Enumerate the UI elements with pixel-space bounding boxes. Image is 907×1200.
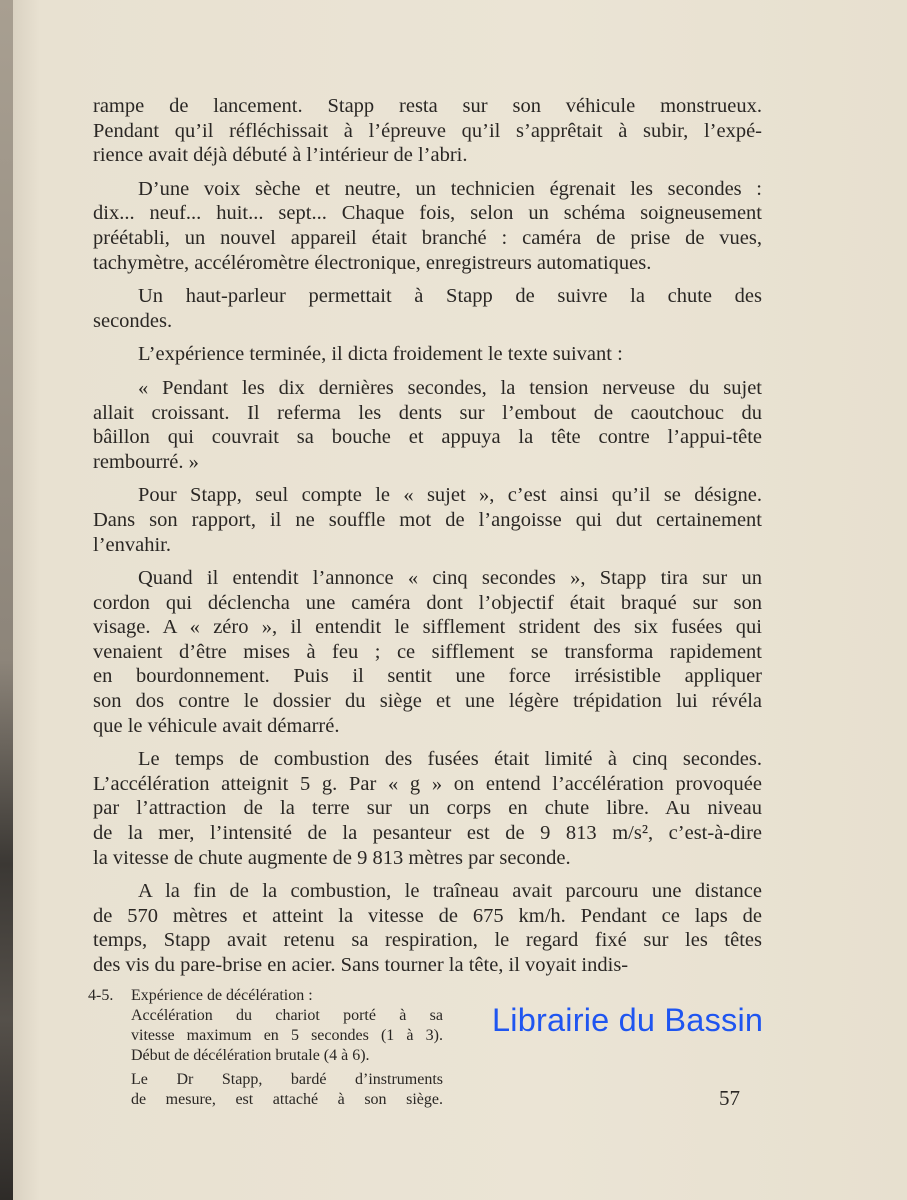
text-line: Pour Stapp, seul compte le « sujet », c’est ainsi qu’il se désigne. bbox=[138, 484, 762, 507]
text-line: que le véhicule avait démarré. bbox=[93, 714, 340, 737]
text-line: secondes. bbox=[93, 309, 173, 332]
caption-line: de mesure, est attaché à son siège. bbox=[131, 1091, 443, 1108]
text-line: Pendant qu’il réfléchissait à l’épreuve qu’il s’apprêtait à subir, l’expé- bbox=[93, 119, 762, 142]
text-line: des vis du pare-brise en acier. Sans tourner la tête, il voyait indis- bbox=[93, 954, 629, 976]
text-line: temps, Stapp avait retenu sa respiration, le regard fixé sur les têtes bbox=[93, 929, 762, 952]
bookseller-watermark: Librairie du Bassin bbox=[492, 1002, 764, 1038]
text-line: Quand il entendit l’annonce « cinq secondes », Stapp tira sur un bbox=[138, 567, 762, 590]
text-line: « Pendant les dix dernières secondes, la tension nerveuse du sujet bbox=[138, 376, 762, 399]
text-line: Un haut-parleur permettait à Stapp de suivre la chute des bbox=[138, 285, 762, 308]
text-line: visage. A « zéro », il entendit le sifflement strident des six fusées qui bbox=[93, 616, 762, 639]
text-line: de la mer, l’intensité de la pesanteur est de 9 813 m/s², c’est-à-dire bbox=[93, 822, 762, 845]
book-gutter bbox=[0, 0, 13, 1200]
text-line: L’expérience terminée, il dicta froidement le texte suivant : bbox=[138, 343, 623, 366]
text-line: venaient d’être mises à feu ; ce sifflement se transforma rapidement bbox=[93, 640, 762, 663]
text-line: tachymètre, accéléromètre électronique, enregistreurs automatiques. bbox=[93, 251, 652, 274]
paragraph bbox=[93, 94, 762, 168]
caption-number: 4-5. bbox=[88, 987, 114, 1004]
text-line: de 570 mètres et atteint la vitesse de 675 km/h. Pendant ce laps de bbox=[93, 904, 762, 927]
caption-line: Début de décélération brutale (4 à 6). bbox=[131, 1047, 370, 1064]
text-line: rampe de lancement. Stapp resta sur son véhicule monstrueux. bbox=[93, 95, 762, 117]
text-line: bâillon qui couvrait sa bouche et appuya la tête contre l’appui-tête bbox=[93, 426, 762, 449]
paragraph bbox=[93, 177, 762, 275]
paragraph bbox=[93, 342, 762, 367]
caption-line: vitesse maximum en 5 secondes (1 à 3). bbox=[131, 1027, 443, 1044]
text-line: A la fin de la combustion, le traîneau avait parcouru une distance bbox=[138, 880, 762, 903]
paragraph bbox=[93, 879, 762, 977]
text-line: par l’attraction de la terre sur un corps en chute libre. Au niveau bbox=[93, 797, 762, 820]
caption-line: Le Dr Stapp, bardé d’instruments bbox=[131, 1071, 443, 1088]
caption-title: Expérience de décélération : bbox=[131, 987, 313, 1004]
text-line: la vitesse de chute augmente de 9 813 mètres par seconde. bbox=[93, 846, 571, 869]
caption-line: Accélération du chariot porté à sa bbox=[131, 1007, 443, 1024]
paragraph bbox=[93, 376, 762, 474]
paragraph bbox=[93, 483, 762, 557]
paragraph bbox=[93, 747, 762, 870]
text-line: son dos contre le dossier du siège et une légère trépidation lui révéla bbox=[93, 690, 762, 713]
text-line: dix... neuf... huit... sept... Chaque fois, selon un schéma soigneusement bbox=[93, 202, 762, 225]
text-line: rience avait déjà débuté à l’intérieur de l’abri. bbox=[93, 144, 468, 167]
text-line: l’envahir. bbox=[93, 533, 171, 556]
page-number: 57 bbox=[719, 1086, 740, 1110]
text-line: cordon qui déclencha une caméra dont l’objectif était braqué sur son bbox=[93, 591, 762, 614]
text-line: allait croissant. Il referma les dents sur l’embout de caoutchouc du bbox=[93, 401, 762, 424]
text-line: Le temps de combustion des fusées était limité à cinq secondes. bbox=[138, 748, 762, 771]
text-line: en bourdonnement. Puis il sentit une force irrésistible appliquer bbox=[93, 665, 762, 688]
text-line: L’accélération atteignit 5 g. Par « g » on entend l’accélération provoquée bbox=[93, 772, 762, 795]
text-line: préétabli, un nouvel appareil était branché : caméra de prise de vues, bbox=[93, 226, 762, 249]
paragraph bbox=[93, 566, 762, 738]
text-line: rembourré. » bbox=[93, 450, 199, 473]
caption-body bbox=[131, 986, 443, 1110]
body-text bbox=[93, 94, 762, 978]
text-line: Dans son rapport, il ne souffle mot de l’angoisse qui dut certainement bbox=[93, 508, 762, 531]
text-line: D’une voix sèche et neutre, un technicien égrenait les secondes : bbox=[138, 177, 762, 200]
paragraph bbox=[93, 284, 762, 333]
